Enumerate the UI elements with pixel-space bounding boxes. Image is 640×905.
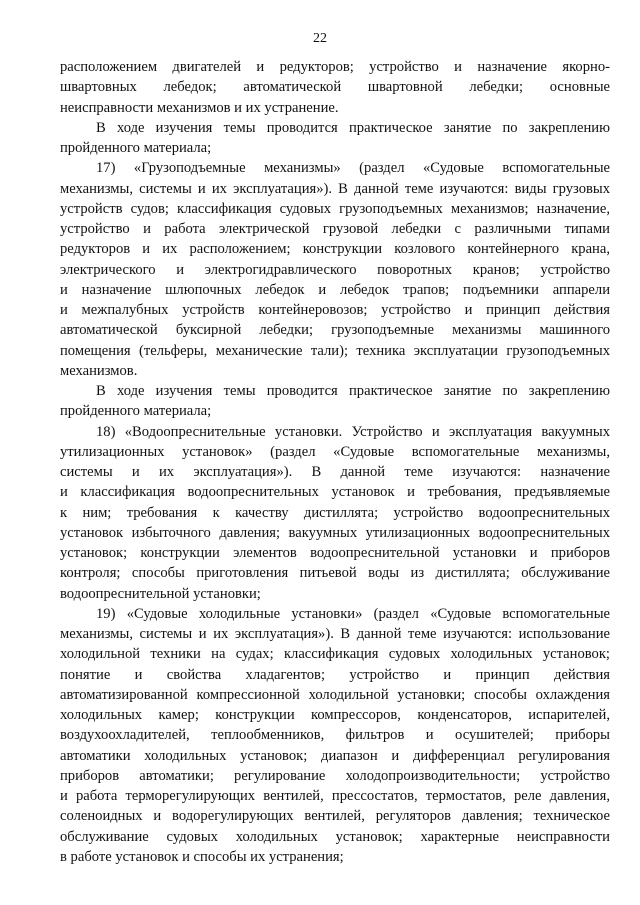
body-text bbox=[60, 57, 610, 867]
text-line: и классификация водоопреснительных установок и требования, предъявляемые bbox=[60, 484, 610, 501]
text-line: В ходе изучения темы проводится практическое занятие по закреплению bbox=[96, 383, 610, 399]
text-line: водоопреснительной установки; bbox=[60, 585, 261, 602]
text-line: обслуживание судовых холодильных установок; характерные неисправности bbox=[60, 828, 610, 845]
text-line: пройденного материала; bbox=[60, 140, 212, 156]
text-line: к ним; требования к качеству дистиллята; устройство водоопреснительных bbox=[60, 504, 610, 521]
text-line: и межпалубных устройств контейнеровозов; устройство и принцип действия bbox=[60, 302, 610, 318]
text-line: понятие и свойства хладагентов; устройство и принцип действия bbox=[60, 666, 610, 683]
page-number: 22 bbox=[313, 31, 327, 46]
text-line: 17) «Грузоподъемные механизмы» (раздел «Судовые вспомогательные bbox=[96, 160, 610, 177]
text-line: механизмы, системы и их эксплуатация»). В данной теме изучаются: виды грузовых bbox=[60, 180, 610, 197]
text-line: устройств судов; классификация судовых грузоподъемных механизмов; назначение, bbox=[60, 200, 610, 217]
text-line: автоматической буксирной лебедки; грузоподъемные механизмы машинного bbox=[60, 322, 610, 339]
text-line: и работа терморегулирующих вентилей, прессостатов, термостатов, реле давления, bbox=[60, 788, 610, 804]
text-line: механизмы, системы и их эксплуатация»). В данной теме изучаются: использование bbox=[60, 626, 610, 642]
text-line: помещения (тельферы, механические тали); техника эксплуатации грузоподъемных bbox=[60, 342, 610, 359]
text-line: в работе установок и способы их устранения; bbox=[60, 848, 344, 865]
text-line: установок избыточного давления; вакуумных утилизационных водоопреснительных bbox=[60, 524, 610, 541]
text-line: В ходе изучения темы проводится практическое занятие по закреплению bbox=[96, 119, 610, 136]
text-line: и назначение шлюпочных лебедок и лебедок трапов; подъемники аппарели bbox=[60, 281, 610, 298]
text-line: установок; конструкции элементов водоопреснительной установки и приборов bbox=[60, 545, 610, 561]
text-line: системы и их эксплуатация»). В данной теме изучаются: назначение bbox=[60, 464, 610, 480]
text-line: устройство и работа электрической грузовой лебедки с различными типами bbox=[60, 221, 610, 237]
text-line: механизмов. bbox=[60, 362, 138, 379]
text-line: приборов автоматики; регулирование холодопроизводительности; устройство bbox=[60, 767, 610, 784]
text-line: 19) «Судовые холодильные установки» (раздел «Судовые вспомогательные bbox=[96, 605, 610, 622]
text-line: контроля; способы приготовления питьевой воды из дистиллята; обслуживание bbox=[60, 565, 610, 582]
text-line: расположением двигателей и редукторов; устройство и назначение якорно- bbox=[60, 59, 610, 75]
text-line: холодильной техники на судах; классификация судовых холодильных установок; bbox=[60, 646, 610, 663]
text-line: 18) «Водоопреснительные установки. Устройство и эксплуатация вакуумных bbox=[96, 423, 610, 440]
text-line: неисправности механизмов и их устранение. bbox=[60, 99, 339, 116]
text-line: соленоидных и водорегулирующих вентилей, регуляторов давления; техническое bbox=[60, 808, 610, 825]
text-line: пройденного материала; bbox=[60, 403, 212, 420]
text-line: автоматизированной компрессионной холодильной установки; способы охлаждения bbox=[60, 686, 610, 703]
text-line: редукторов и их расположением; конструкции козлового контейнерного крана, bbox=[60, 241, 610, 258]
text-line: электрического и электрогидравлического поворотных кранов; устройство bbox=[60, 261, 610, 278]
text-line: холодильных камер; конструкции компрессоров, конденсаторов, испарителей, bbox=[60, 707, 610, 723]
text-line: автоматики холодильных установок; диапазон и дифференциал регулирования bbox=[60, 747, 610, 764]
text-line: утилизационных установок» (раздел «Судовые вспомогательные механизмы, bbox=[60, 443, 610, 460]
text-line: воздухоохладителей, теплообменников, фильтров и осушителей; приборы bbox=[60, 727, 610, 744]
text-line: швартовных лебедок; автоматической швартовной лебедки; основные bbox=[60, 79, 610, 96]
